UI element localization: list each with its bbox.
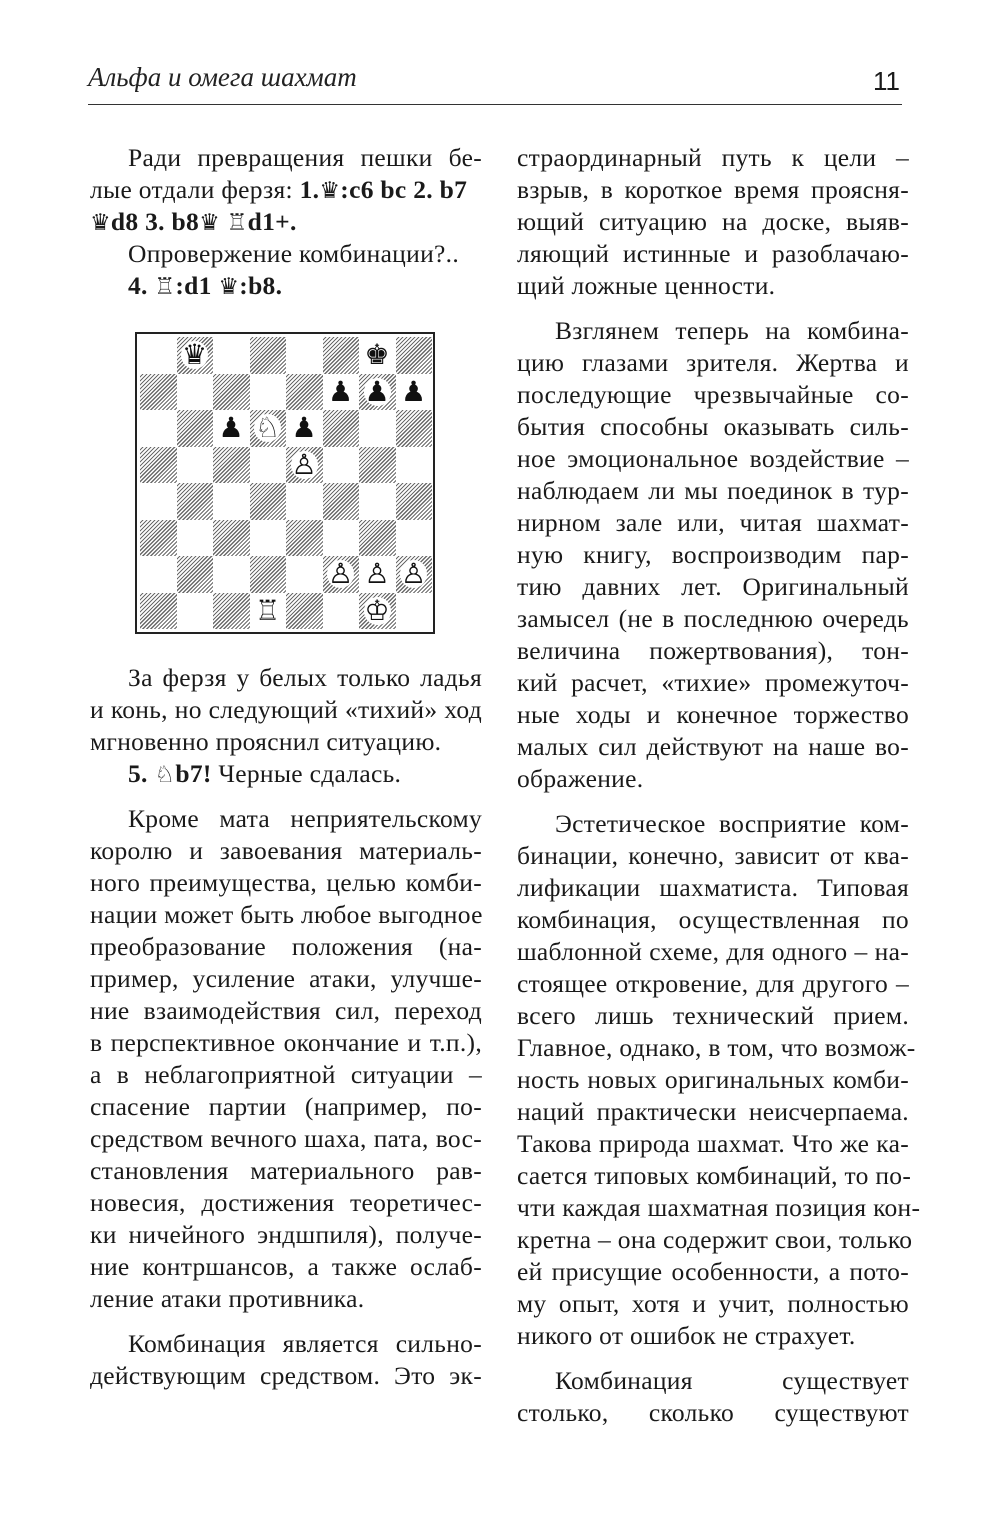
- text-line: ки ничейного эндшпиля), получе-: [90, 1220, 482, 1249]
- text-line: шаблонной схеме, для одного – на-: [517, 937, 909, 966]
- text-line: ющий ситуацию на доске, выяв-: [517, 207, 909, 236]
- text-line: Ради превращения пешки бе-: [128, 143, 482, 172]
- board-square: [396, 447, 433, 484]
- board-square: [140, 520, 177, 557]
- text-line: средством вечного шаха, пата, вос-: [90, 1124, 482, 1153]
- white-pawn-icon: ♙: [291, 447, 317, 481]
- text-line: ление атаки противника.: [90, 1284, 365, 1313]
- text-line: величина пожертвования), тон-: [517, 636, 909, 665]
- board-square: [359, 556, 396, 593]
- text-line: новесия, достижения теоретичес-: [90, 1188, 482, 1217]
- queen-icon: ♛: [218, 274, 240, 300]
- board-square: [286, 556, 323, 593]
- board-square: [359, 447, 396, 484]
- white-pawn-icon: ♙: [364, 557, 390, 591]
- black-king-icon: ♚: [364, 338, 390, 372]
- text-line: бытия способны оказывать силь-: [517, 412, 909, 441]
- board-square: [140, 410, 177, 447]
- queen-icon: ♛: [90, 210, 111, 236]
- text-line: никого от ошибок не страхует.: [517, 1321, 856, 1350]
- left-column: [90, 142, 482, 1392]
- text-line: ♛d8 3. b8♛ ♖d1+.: [90, 207, 297, 236]
- text-line: последующие чрезвычайные со-: [517, 380, 909, 409]
- text-line: тию давних лет. Оригинальный: [517, 572, 909, 601]
- text-line: малых сил действуют на наше во-: [517, 732, 909, 761]
- text-line: ную книгу, воспроизводим пар-: [517, 540, 909, 569]
- board-square: [140, 593, 177, 630]
- white-knight-icon: ♘: [255, 411, 281, 445]
- board-square: [359, 520, 396, 557]
- queen-icon: ♛: [319, 178, 341, 204]
- text-line: Кроме мата неприятельскому: [128, 804, 482, 833]
- board-square: [359, 374, 396, 411]
- board-square: [286, 374, 323, 411]
- text-line: ность новых оригинальных комби-: [517, 1065, 909, 1094]
- black-pawn-icon: ♟: [218, 411, 244, 445]
- board-square: [213, 337, 250, 374]
- board-square: [323, 483, 360, 520]
- text-line: действующим средством. Это эк-: [90, 1361, 482, 1390]
- board-square: [213, 410, 250, 447]
- running-header: [88, 60, 902, 105]
- text-line: ние контршансов, а также ослаб-: [90, 1252, 482, 1281]
- board-square: [140, 337, 177, 374]
- text-line: становления материального рав-: [90, 1156, 482, 1185]
- text-line: стоящее откровение, для другого –: [517, 969, 909, 998]
- board-square: [286, 483, 323, 520]
- rook-icon: ♖: [154, 274, 176, 300]
- board-square: [177, 337, 214, 374]
- board-square: [359, 593, 396, 630]
- black-pawn-icon: ♟: [401, 374, 427, 408]
- board-square: [213, 447, 250, 484]
- rook-icon: ♖: [226, 210, 248, 236]
- text-line: спасение партии (например, по-: [90, 1092, 482, 1121]
- board-square: [286, 447, 323, 484]
- board-square: [286, 520, 323, 557]
- text-line: лые отдали ферзя: 1.♛:c6 bc 2. b7: [90, 175, 468, 204]
- board-square: [323, 337, 360, 374]
- board-square: [250, 374, 287, 411]
- text-line: и конь, но следующий «тихий» ход: [90, 695, 482, 724]
- page-number: 11: [873, 66, 900, 96]
- text-line: преобразование положения (на-: [90, 932, 482, 961]
- white-rook-icon: ♖: [255, 593, 281, 627]
- text-line: За ферзя у белых только ладья: [128, 663, 482, 692]
- black-pawn-icon: ♟: [328, 374, 354, 408]
- board-square: [323, 447, 360, 484]
- right-column: [517, 142, 921, 1429]
- text-line: лификации шахматиста. Типовая: [517, 873, 909, 902]
- text-line: замысел (не в последнюю очередь: [517, 604, 909, 633]
- board-square: [323, 410, 360, 447]
- board-square: [177, 374, 214, 411]
- text-line: му опыт, хотя и учит, полностью: [517, 1289, 909, 1318]
- board-square: [359, 483, 396, 520]
- text-line: в перспективное окончание и т.п.),: [90, 1028, 482, 1057]
- text-line: пример, усиление атаки, улучше-: [90, 964, 482, 993]
- text-line: королю и завоевания материаль-: [90, 836, 482, 865]
- board-square: [359, 410, 396, 447]
- text-line: Главное, однако, в том, что возмож-: [517, 1033, 916, 1062]
- board-square: [213, 556, 250, 593]
- board-square: [323, 520, 360, 557]
- text-line: кретна – она содержит свои, только: [517, 1225, 913, 1254]
- text-line: чти каждая шахматная позиция кон-: [517, 1193, 921, 1222]
- white-pawn-icon: ♙: [401, 557, 427, 591]
- board-square: [250, 520, 287, 557]
- text-line: Эстетическое восприятие ком-: [555, 809, 909, 838]
- text-line: наблюдаем ли мы поединок в тур-: [517, 476, 909, 505]
- board-square: [286, 337, 323, 374]
- board-square: [177, 447, 214, 484]
- text-line: ного преимущества, целью комби-: [90, 868, 482, 897]
- text-line: ние взаимодействия сил, переход: [90, 996, 482, 1025]
- board-square: [177, 410, 214, 447]
- board-square: [140, 483, 177, 520]
- white-king-icon: ♔: [364, 593, 390, 627]
- text-line: столько, сколько существуют: [517, 1398, 909, 1427]
- board-square: [396, 520, 433, 557]
- text-line: нирном зале или, читая шахмат-: [517, 508, 909, 537]
- chess-board: [140, 337, 432, 629]
- board-square: [250, 593, 287, 630]
- board-square: [323, 556, 360, 593]
- text-line: комбинация, осуществленная по: [517, 905, 909, 934]
- text-line: цию глазами зрителя. Жертва и: [517, 348, 909, 377]
- text-line: сается типовых комбинаций, то по-: [517, 1161, 912, 1190]
- text-line: ображение.: [517, 764, 644, 793]
- board-square: [396, 337, 433, 374]
- board-square: [250, 556, 287, 593]
- book-title: Альфа и омега шахмат: [88, 62, 357, 92]
- text-line: 4. ♖:d1 ♛:b8.: [128, 271, 283, 300]
- text-line: бинации, конечно, зависит от ква-: [517, 841, 909, 870]
- text-line: а в неблагоприятной ситуации –: [90, 1060, 482, 1089]
- text-line: ное эмоциональное воздействие –: [517, 444, 909, 473]
- text-line: кий расчет, «тихие» промежуточ-: [517, 668, 909, 697]
- board-square: [213, 483, 250, 520]
- text-line: Комбинация является сильно-: [128, 1329, 482, 1358]
- board-square: [250, 410, 287, 447]
- board-square: [140, 447, 177, 484]
- black-pawn-icon: ♟: [364, 374, 390, 408]
- text-line: ные ходы и конечное торжество: [517, 700, 909, 729]
- board-square: [213, 593, 250, 630]
- text-line: Взглянем теперь на комбина-: [555, 316, 909, 345]
- text-line: взрыв, в короткое время проясня-: [517, 175, 909, 204]
- board-square: [213, 374, 250, 411]
- knight-icon: ♘: [154, 762, 176, 788]
- board-square: [213, 520, 250, 557]
- chess-diagram: [135, 332, 435, 634]
- text-line: ей присущие особенности, а пото-: [517, 1257, 909, 1286]
- text-line: нации может быть любое выгодное: [90, 900, 483, 929]
- black-queen-icon: ♛: [182, 338, 208, 372]
- board-square: [396, 374, 433, 411]
- board-square: [396, 556, 433, 593]
- text-line: ляющий истинные и разоблачаю-: [517, 239, 909, 268]
- board-square: [177, 593, 214, 630]
- board-square: [323, 593, 360, 630]
- text-line: всего лишь технический прием.: [517, 1001, 909, 1030]
- text-line: наций практически неисчерпаема.: [517, 1097, 909, 1126]
- text-line: 5. ♘b7! Черные сдалась.: [128, 759, 402, 788]
- board-square: [140, 556, 177, 593]
- board-square: [396, 483, 433, 520]
- white-pawn-icon: ♙: [328, 557, 354, 591]
- board-square: [396, 410, 433, 447]
- board-square: [286, 410, 323, 447]
- text-line: Опровержение комбинации?..: [128, 239, 459, 268]
- board-square: [323, 374, 360, 411]
- board-square: [396, 593, 433, 630]
- text-line: мгновенно прояснил ситуацию.: [90, 727, 442, 756]
- board-square: [177, 483, 214, 520]
- board-square: [250, 447, 287, 484]
- board-square: [140, 374, 177, 411]
- board-square: [250, 483, 287, 520]
- queen-icon: ♛: [199, 210, 220, 236]
- text-line: Комбинация существует: [555, 1366, 909, 1395]
- board-square: [177, 520, 214, 557]
- board-square: [177, 556, 214, 593]
- board-square: [359, 337, 396, 374]
- text-line: страординарный путь к цели –: [517, 143, 909, 172]
- board-square: [250, 337, 287, 374]
- text-line: щий ложные ценности.: [517, 271, 776, 300]
- black-pawn-icon: ♟: [291, 411, 317, 445]
- text-line: Такова природа шахмат. Что же ка-: [517, 1129, 909, 1158]
- board-square: [286, 593, 323, 630]
